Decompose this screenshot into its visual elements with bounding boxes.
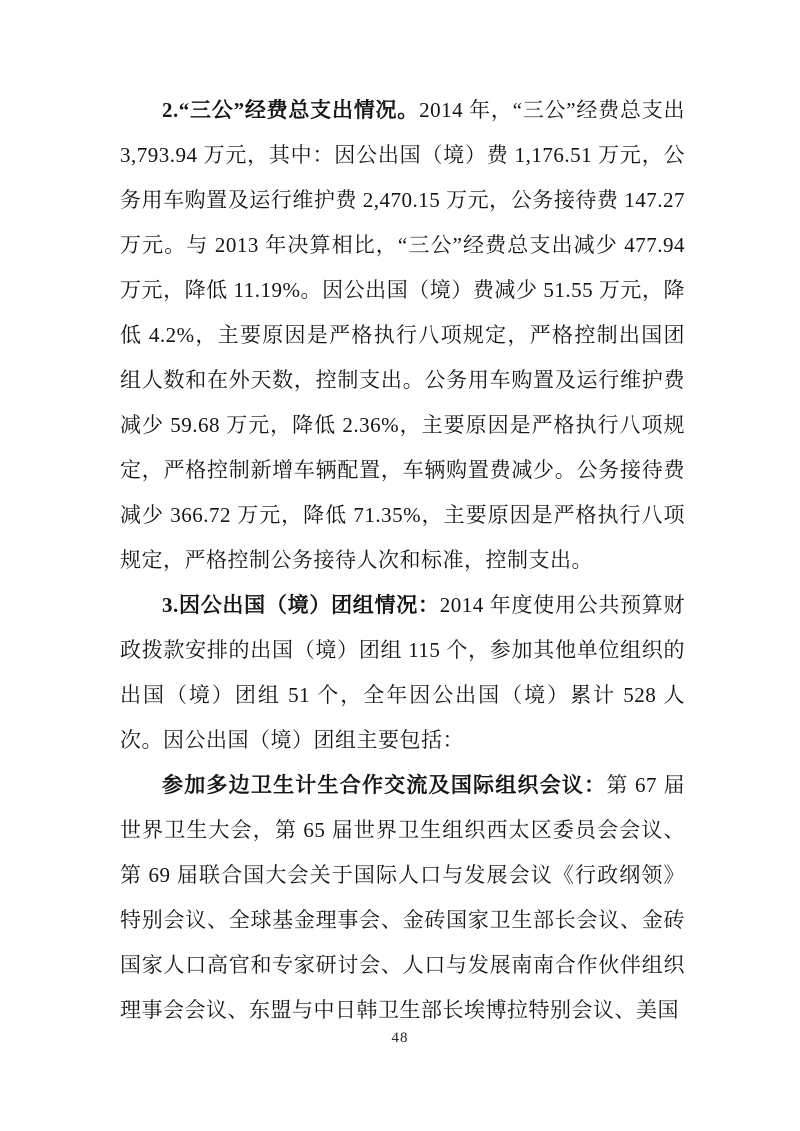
paragraph-heading: 参加多边卫生计生合作交流及国际组织会议： bbox=[162, 773, 607, 797]
paragraph-overseas-delegations bbox=[120, 583, 685, 763]
paragraph-body: 第 67 届世界卫生大会，第 65 届世界卫生组织西太区委员会会议、第 69 届联合国大会关于国际人口与发展会议《行政纲领》特别会议、全球基金理事会、金砖国家卫生部长会议、金砖国家人口高官和专家研讨会、人口与发展南南合作伙伴组织理事会会议、东盟与中日韩卫生部长埃博拉特别会议、美国 bbox=[120, 773, 686, 1022]
document-body bbox=[120, 88, 685, 1033]
paragraph-heading: 3.因公出国（境）团组情况： bbox=[162, 593, 440, 617]
paragraph-body: 2014 年，“三公”经费总支出 3,793.94 万元，其中：因公出国（境）费 1,176.51 万元，公务用车购置及运行维护费 2,470.15 万元，公务接待费 147.27 万元。与 2013 年决算相比，“三公”经费总支出减少 477.94 万元，降低 11.19%。因公出国（境）费减少 51.55 万元，降低 4.2%，主要原因是严格执行八项规定，严格控制出国团组人数和在外天数，控制支出。公务用车购置及运行维护费减少 59.68 万元，降低 2.36%，主要原因是严格执行八项规定，严格控制新增车辆配置，车辆购置费减少。公务接待费减少 366.72 万元，降低 71.35%，主要原因是严格执行八项规定，严格控制公务接待人次和标准，控制支出。 bbox=[120, 98, 685, 572]
paragraph-body: 2014 年度使用公共预算财政拨款安排的出国（境）团组 115 个，参加其他单位组织的出国（境）团组 51 个，全年因公出国（境）累计 528 人次。因公出国（境）团组主要包括： bbox=[120, 593, 686, 752]
page-number: 48 bbox=[391, 1030, 409, 1046]
paragraph-multilateral-meetings bbox=[120, 763, 685, 1033]
paragraph-heading: 2.“三公”经费总支出情况。 bbox=[162, 98, 420, 122]
paragraph-three-public-expenses bbox=[120, 88, 685, 583]
